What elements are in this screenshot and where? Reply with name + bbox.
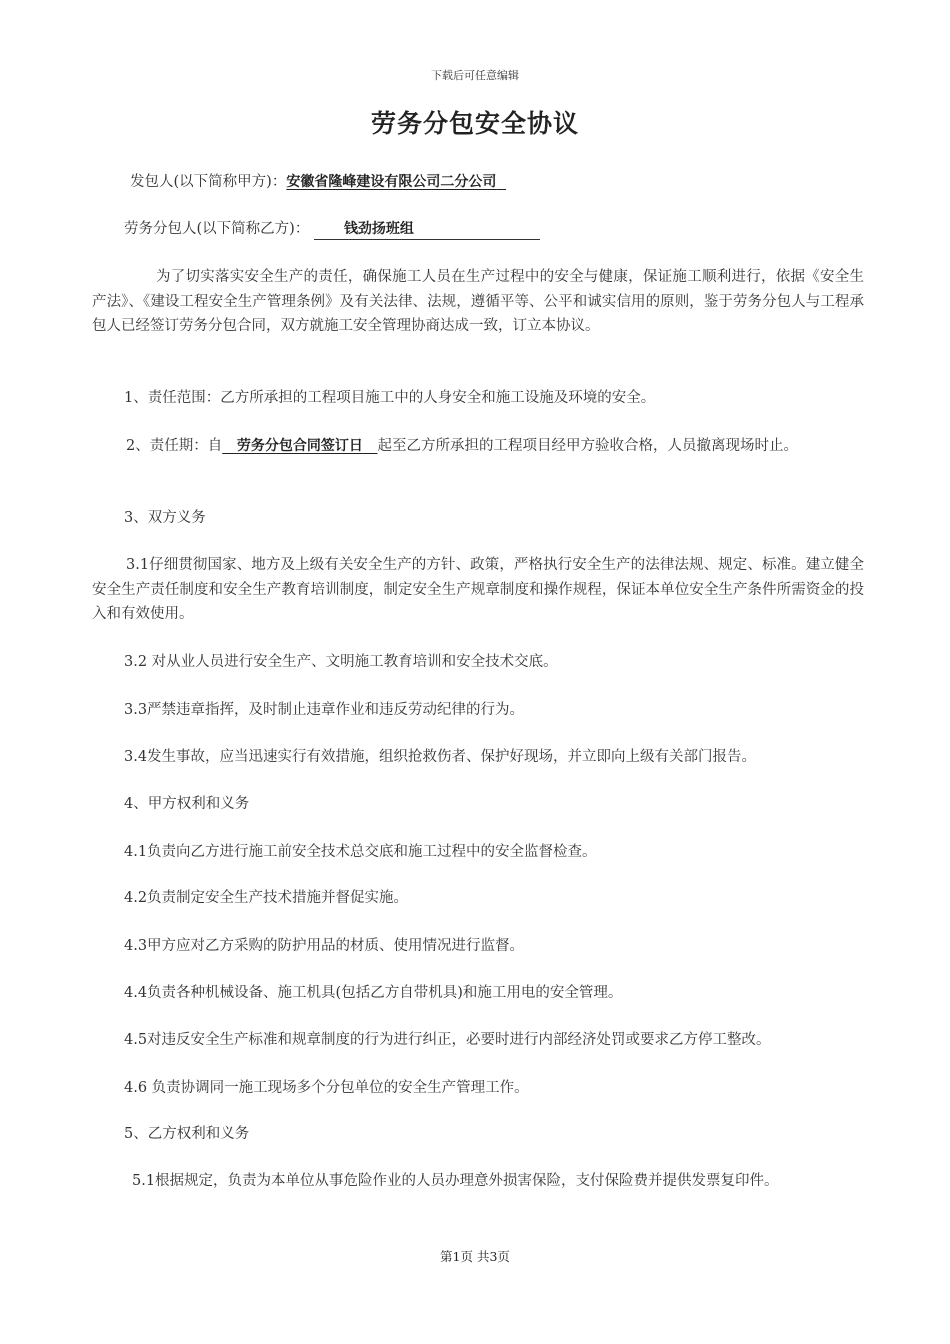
party-b-line (124, 217, 904, 241)
party-b-fill (314, 219, 540, 240)
intro-paragraph: 为了切实落实安全生产的责任，确保施工人员在生产过程中的安全与健康，保证施工顺利进行，依据《安全生产法》、《建设工程安全生产管理条例》及有关法律、法规，遵循平等、公平和诚实信用的原则，鉴于劳务分包人与工程承包人已经签订劳务分包合同，双方就施工安全管理协商达成一致，订立本协议。 (92, 269, 864, 334)
clause-3-2: 3.2 对从业人员进行安全生产、文明施工教育培训和安全技术交底。 (124, 654, 558, 670)
clause-4-1: 4.1负责向乙方进行施工前安全技术总交底和施工过程中的安全监督检查。 (124, 844, 597, 860)
page-footer: 第1页 共3页 (440, 1249, 510, 1264)
clause-4-3: 4.3甲方应对乙方采购的防护用品的材质、使用情况进行监督。 (124, 938, 525, 954)
party-a-underline-tail (496, 174, 506, 190)
clause-4-5: 4.5对违反安全生产标准和规章制度的行为进行纠正，必要时进行内部经济处罚或要求乙方停工整改。 (124, 1032, 771, 1048)
clause-2 (92, 434, 864, 459)
party-a-line (130, 170, 910, 194)
clause-4-2: 4.2负责制定安全生产技术措施并督促实施。 (124, 890, 409, 906)
clause-3-1: 3.1仔细贯彻国家、地方及上级有关安全生产的方针、政策，严格执行安全生产的法律法规、规定、标准。建立健全安全生产责任制度和安全生产教育培训制度，制定安全生产规章制度和操作规程，保证本单位安全生产条件所需资金的投入和有效使用。 (92, 557, 864, 622)
clause-4-4: 4.4负责各种机械设备、施工机具(包括乙方自带机具)和施工用电的安全管理。 (124, 985, 623, 1001)
page-header: 下载后可任意编辑 (431, 69, 519, 82)
party-b-value: 钱劲扬班组 (343, 221, 414, 237)
party-a-value: 安徽省隆峰建设有限公司二分公司 (286, 174, 497, 190)
clause-2-fill (222, 438, 377, 454)
clause-5-heading: 5、乙方权利和义务 (124, 1126, 250, 1142)
clause-2-fill-text: 劳务分包合同签订日 (236, 438, 363, 454)
clause-4-heading: 4、甲方权利和义务 (124, 796, 250, 812)
clause-3-4: 3.4发生事故，应当迅速实行有效措施，组织抢救伤者、保护好现场，并立即向上级有关部门报告。 (124, 749, 757, 765)
clause-4-6: 4.6 负责协调同一施工现场多个分包单位的安全生产管理工作。 (124, 1080, 529, 1096)
clause-3-3: 3.3严禁违章指挥，及时制止违章作业和违反劳动纪律的行为。 (124, 702, 525, 718)
party-b-label: 劳务分包人(以下简称乙方)： (124, 221, 310, 237)
party-a-label: 发包人(以下简称甲方)： (130, 174, 287, 190)
clause-2-suffix: 起至乙方所承担的工程项目经甲方验收合格，人员撤离现场时止。 (377, 438, 798, 454)
clause-5-1: 5.1根据规定，负责为本单位从事危险作业的人员办理意外损害保险，支付保险费并提供发票复印件。 (132, 1173, 779, 1189)
clause-3-heading: 3、双方义务 (124, 510, 206, 526)
document-title: 劳务分包安全协议 (370, 109, 579, 138)
clause-2-prefix: 2、责任期：自 (126, 438, 223, 454)
clause-1: 1、责任范围：乙方所承担的工程项目施工中的人身安全和施工设施及环境的安全。 (124, 390, 656, 406)
